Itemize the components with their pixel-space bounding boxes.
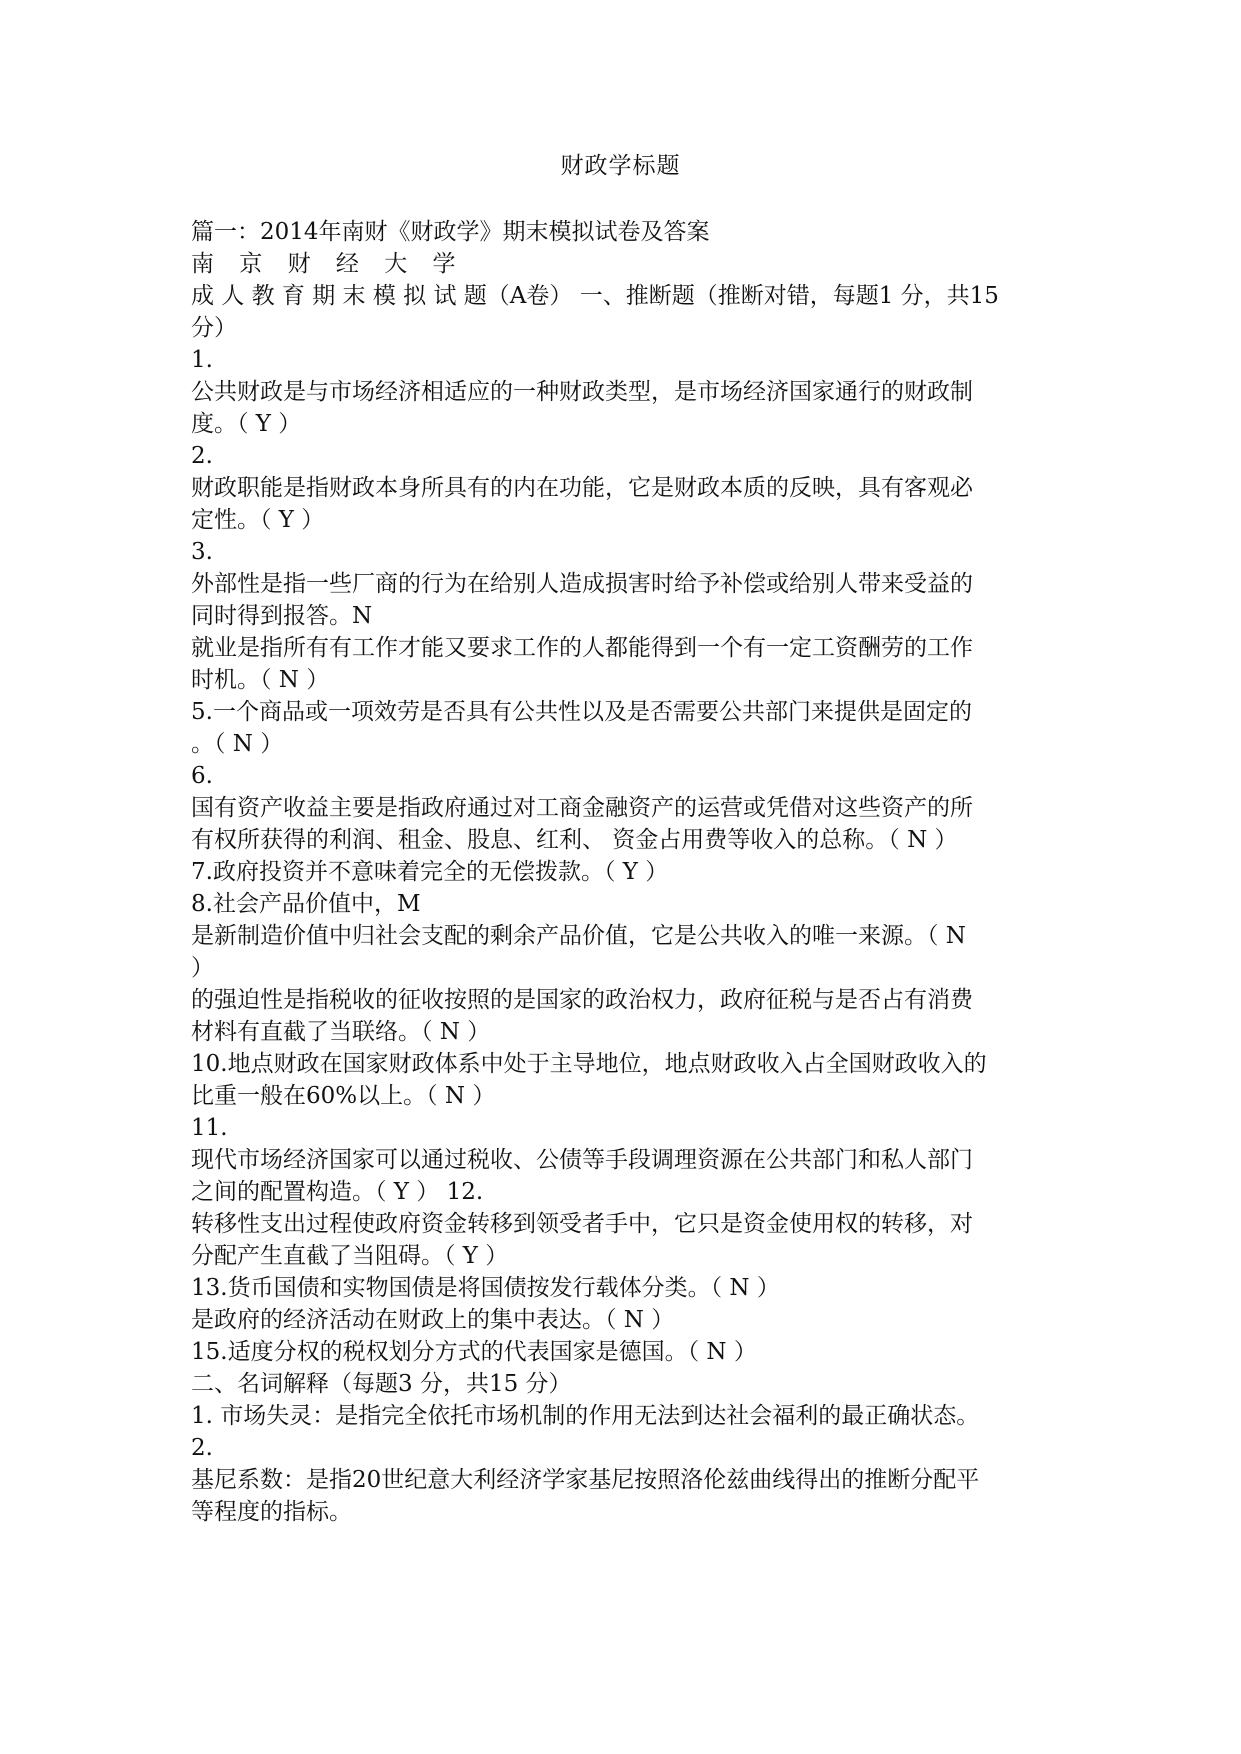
text-line-32: 转移性支出过程使政府资金转移到领受者手中，它只是资金使用权的转移，对 — [191, 1211, 973, 1237]
text-line-27: 10.地点财政在国家财政体系中处于主导地位，地点财政收入占全国财政收入的 — [191, 1051, 987, 1077]
text-line-7: 度。（ Y ） — [191, 411, 302, 437]
text-line-39: 2. — [191, 1435, 213, 1461]
text-line-8: 2. — [191, 443, 213, 469]
text-line-15: 时机。（ N ） — [191, 667, 330, 693]
text-line-16: 5.一个商品或一项效劳是否具有公共性以及是否需要公共部门来提供是固定的 — [191, 699, 972, 725]
text-line-34: 13.货币国债和实物国债是将国债按发行载体分类。（ N ） — [191, 1275, 780, 1301]
text-line-37: 二、名词解释（每题3 分，共15 分） — [191, 1371, 572, 1397]
text-line-1: 篇一：2014年南财《财政学》期末模拟试卷及答案 — [191, 219, 710, 245]
text-line-38: 1. 市场失灵：是指完全依托市场机制的作用无法到达社会福利的最正确状态。 — [191, 1403, 980, 1429]
text-line-28: 比重一般在60%以上。（ N ） — [191, 1083, 496, 1109]
text-line-36: 15.适度分权的税权划分方式的代表国家是德国。（ N ） — [191, 1339, 757, 1365]
text-line-31: 之间的配置构造。（ Y ） 12. — [191, 1179, 484, 1205]
text-line-25: 的强迫性是指税收的征收按照的是国家的政治权力，政府征税与是否占有消费 — [191, 987, 973, 1013]
text-line-35: 是政府的经济活动在财政上的集中表达。（ N ） — [191, 1307, 675, 1333]
text-line-5: 1. — [191, 347, 213, 373]
text-line-2: 南 京 财 经 大 学 — [191, 251, 465, 277]
text-line-33: 分配产生直截了当阻碍。（ Y ） — [191, 1243, 509, 1269]
text-line-41: 等程度的指标。 — [191, 1499, 352, 1525]
text-line-23: 是新制造价值中归社会支配的剩余产品价值，它是公共收入的唯一来源。（ N — [191, 923, 966, 949]
text-line-11: 3. — [191, 539, 213, 565]
text-line-24: ） — [191, 955, 214, 981]
text-line-13: 同时得到报答。N — [191, 603, 373, 629]
text-line-18: 6. — [191, 763, 213, 789]
text-line-17: 。（ N ） — [191, 731, 284, 757]
text-line-6: 公共财政是与市场经济相适应的一种财政类型，是市场经济国家通行的财政制 — [191, 379, 973, 405]
text-line-30: 现代市场经济国家可以通过税收、公债等手段调理资源在公共部门和私人部门 — [191, 1147, 973, 1173]
text-line-4: 分） — [191, 315, 237, 341]
text-line-22: 8.社会产品价值中，M — [191, 891, 421, 917]
document-body — [191, 216, 1051, 1528]
text-line-12: 外部性是指一些厂商的行为在给别人造成损害时给予补偿或给别人带来受益的 — [191, 571, 973, 597]
text-line-9: 财政职能是指财政本身所具有的内在功能，它是财政本质的反映，具有客观必 — [191, 475, 973, 501]
text-line-29: 11. — [191, 1115, 228, 1141]
text-line-3: 成 人 教 育 期 末 模 拟 试 题（A卷） 一、推断题（推断对错，每题1 分，共15 — [191, 283, 999, 309]
text-line-26: 材料有直截了当联络。（ N ） — [191, 1019, 491, 1045]
text-line-20: 有权所获得的利润、租金、股息、红利、 资金占用费等收入的总称。（ N ） — [191, 827, 958, 853]
text-line-10: 定性。（ Y ） — [191, 507, 325, 533]
text-line-19: 国有资产收益主要是指政府通过对工商金融资产的运营或凭借对这些资产的所 — [191, 795, 973, 821]
text-line-40: 基尼系数：是指20世纪意大利经济学家基尼按照洛伦兹曲线得出的推断分配平 — [191, 1467, 980, 1493]
text-line-21: 7.政府投资并不意味着完全的无偿拨款。（ Y ） — [191, 859, 669, 885]
document-title: 财政学标题 — [560, 153, 681, 179]
text-line-14: 就业是指所有有工作才能又要求工作的人都能得到一个有一定工资酬劳的工作 — [191, 635, 973, 661]
